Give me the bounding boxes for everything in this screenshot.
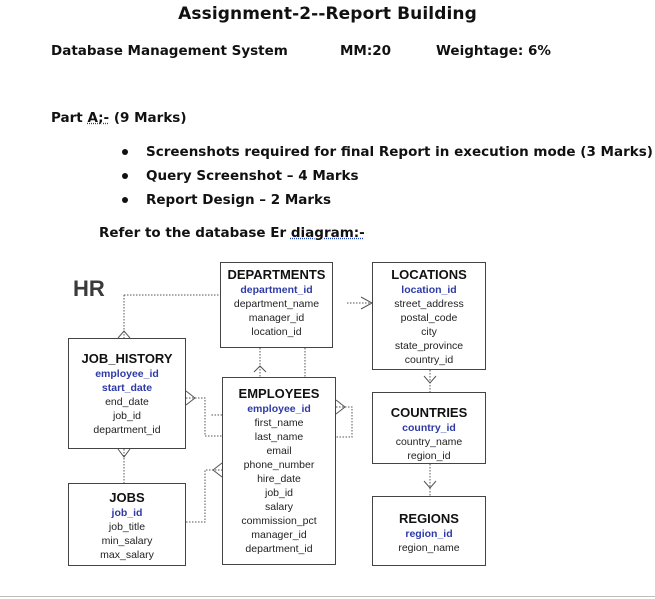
attribute: state_province bbox=[394, 340, 464, 352]
entity-job-history bbox=[68, 338, 186, 449]
attribute: department_id bbox=[93, 424, 161, 436]
attribute: min_salary bbox=[101, 535, 153, 547]
attribute: manager_id bbox=[248, 312, 305, 324]
attribute: hire_date bbox=[257, 473, 301, 485]
page-bottom-rule bbox=[0, 596, 655, 597]
entity-name: JOBS bbox=[109, 490, 145, 505]
primary-key: employee_id bbox=[247, 403, 311, 415]
attribute: department_name bbox=[233, 298, 320, 310]
entity-name: JOB_HISTORY bbox=[81, 351, 173, 366]
schema-label: HR bbox=[73, 276, 105, 301]
entity-countries bbox=[372, 392, 486, 464]
entity-locations bbox=[372, 262, 486, 370]
primary-key: start_date bbox=[101, 382, 153, 394]
entity-name: LOCATIONS bbox=[391, 267, 467, 282]
attribute: location_id bbox=[251, 326, 302, 338]
rel-jobs-employees bbox=[186, 470, 222, 522]
part-a-underlined: A;- bbox=[87, 110, 110, 126]
entity-name: EMPLOYEES bbox=[238, 386, 320, 401]
list-item-text: Query Screenshot – 4 Marks bbox=[146, 168, 359, 184]
course-name: Database Management System bbox=[51, 43, 288, 59]
list-item-text: Screenshots required for final Report in execution mode (3 Marks) bbox=[146, 144, 653, 160]
attribute: street_address bbox=[394, 298, 464, 310]
attribute: region_id bbox=[407, 450, 451, 462]
primary-key: country_id bbox=[402, 422, 456, 434]
refer-underlined: diagram:- bbox=[290, 225, 365, 241]
attribute: email bbox=[266, 445, 292, 457]
entity-jobs bbox=[68, 483, 186, 566]
attribute: country_id bbox=[404, 354, 454, 366]
rel-jobhistory-employees bbox=[186, 398, 222, 436]
entity-name: DEPARTMENTS bbox=[227, 267, 326, 282]
primary-key: department_id bbox=[240, 284, 313, 296]
primary-key: region_id bbox=[405, 528, 453, 540]
entity-name: COUNTRIES bbox=[390, 405, 468, 420]
attribute: commission_pct bbox=[241, 515, 317, 527]
weightage: Weightage: 6% bbox=[436, 43, 551, 59]
entity-departments bbox=[220, 262, 333, 348]
primary-key: job_id bbox=[111, 507, 143, 519]
attribute: job_id bbox=[264, 487, 294, 499]
entity-regions bbox=[372, 496, 486, 566]
attribute: job_id bbox=[112, 410, 142, 422]
entity-employees bbox=[222, 377, 336, 565]
attribute: city bbox=[421, 326, 437, 338]
part-a-suffix: (9 Marks) bbox=[109, 110, 187, 126]
refer-prefix: Refer to the database Er bbox=[99, 225, 291, 241]
attribute: phone_number bbox=[243, 459, 315, 471]
primary-key: employee_id bbox=[95, 368, 159, 380]
attribute: job_title bbox=[108, 521, 146, 533]
attribute: max_salary bbox=[100, 549, 154, 561]
max-marks: MM:20 bbox=[340, 43, 392, 59]
attribute: department_id bbox=[245, 543, 313, 555]
attribute: salary bbox=[264, 501, 293, 513]
list-item-text: Report Design – 2 Marks bbox=[146, 192, 332, 208]
attribute: last_name bbox=[254, 431, 304, 443]
attribute: postal_code bbox=[400, 312, 458, 324]
attribute: first_name bbox=[254, 417, 304, 429]
attribute: country_name bbox=[395, 436, 463, 448]
attribute: end_date bbox=[105, 396, 149, 408]
primary-key: location_id bbox=[401, 284, 457, 296]
attribute: manager_id bbox=[251, 529, 307, 541]
entity-name: REGIONS bbox=[399, 511, 459, 526]
part-a-prefix: Part bbox=[51, 110, 88, 126]
attribute: region_name bbox=[398, 542, 460, 554]
chevron-left-icon bbox=[213, 463, 222, 477]
document-title: Assignment-2--Report Building bbox=[178, 4, 477, 24]
